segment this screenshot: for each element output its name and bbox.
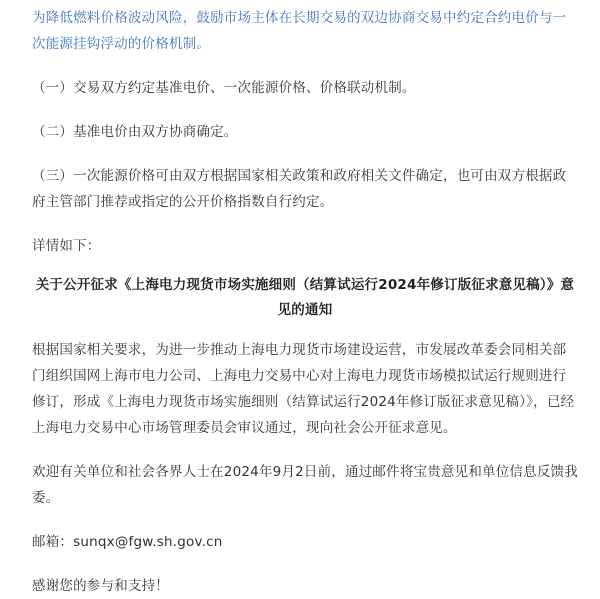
notice-title: 关于公开征求《上海电力现货市场实施细则（结算试运行2024年修订版征求意见稿）》意见的通知 [35,277,575,318]
item-2: （二）基准电价由双方协商确定。 [32,124,238,140]
details-label: 详情如下： [32,238,101,254]
thanks-paragraph: 感谢您的参与和支持！ [32,578,169,594]
email-address: sunqx@fgw.sh.gov.cn [73,534,223,550]
notice-body: 根据国家相关要求，为进一步推动上海电力现货市场建设运营，市发展改革委会同相关部门组织国网上海市电力公司、上海电力交易中心对上海电力现货市场模拟试运行规则进行修订，形成《上海电力现货市场实施细则（结算试运行2024年修订版征求意见稿）》，已经上海电力交易中心市场管理委员会审议通过，现向社会公开征求意见。 [32,342,575,436]
welcome-paragraph: 欢迎有关单位和社会各界人士在2024年9月2日前，通过邮件将宝贵意见和单位信息反馈我委。 [32,464,578,506]
email-label: 邮箱： [32,534,74,550]
email-line [32,529,578,555]
intro-paragraph: 为降低燃料价格波动风险，鼓励市场主体在长期交易的双边协商交易中约定合约电价与一次能源挂钩浮动的价格机制。 [32,10,567,52]
item-3: （三）一次能源价格可由双方根据国家相关政策和政府相关文件确定，也可由双方根据政府主管部门推荐或指定的公开价格指数自行约定。 [32,168,567,210]
item-1: （一）交易双方约定基准电价、一次能源价格、价格联动机制。 [32,80,416,96]
